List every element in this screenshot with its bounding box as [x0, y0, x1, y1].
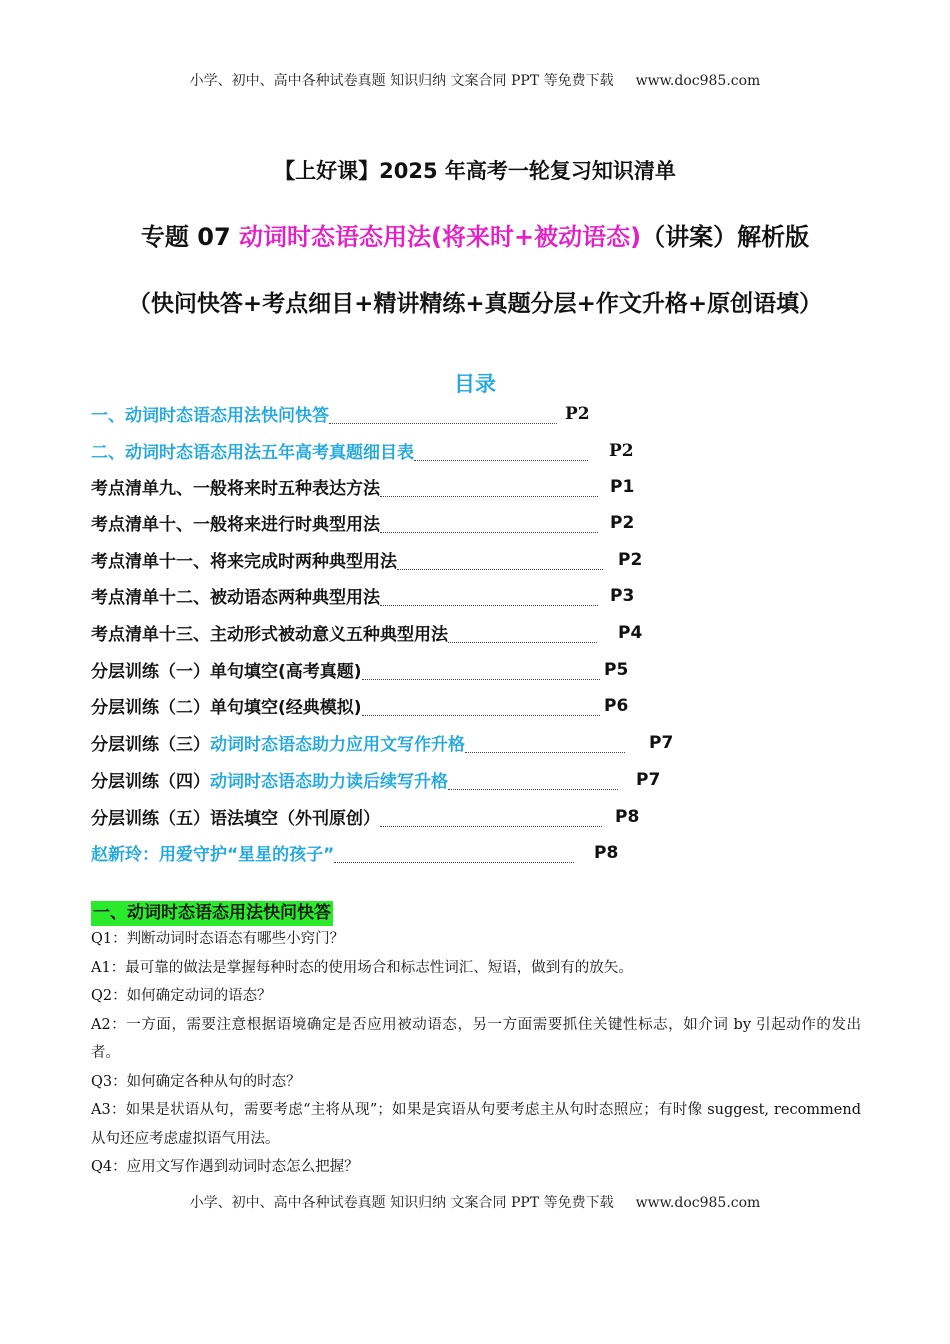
toc-item[interactable] — [91, 549, 643, 573]
page-footer — [0, 1192, 950, 1212]
title-topic-highlight: 动词时态语态用法(将来时+被动语态) — [239, 223, 642, 251]
toc-item[interactable] — [91, 732, 674, 756]
toc-item-page: P6 — [604, 696, 629, 716]
toc-item-page: P2 — [618, 550, 643, 570]
toc-item-page: P1 — [610, 477, 635, 497]
toc-item-label: 考点清单九、一般将来时五种表达方法 — [91, 479, 380, 499]
toc-item[interactable] — [91, 842, 619, 866]
toc-item[interactable] — [91, 806, 640, 830]
footer-text: 小学、初中、高中各种试卷真题 知识归纳 文案合同 PPT 等免费下载 — [189, 1195, 614, 1211]
toc-item[interactable] — [91, 622, 643, 646]
toc-item[interactable] — [91, 403, 590, 427]
toc-leader — [362, 679, 600, 680]
toc-item-label: 动词时态语态助力读后续写升格 — [210, 772, 448, 792]
toc-item-label: 考点清单十、一般将来进行时典型用法 — [91, 515, 380, 535]
toc-leader — [380, 605, 598, 606]
toc-item-label: 分层训练（一）单句填空(高考真题) — [91, 662, 362, 682]
toc-item-label: 动词时态语态助力应用文写作升格 — [210, 735, 465, 755]
header-url: www.doc985.com — [635, 73, 761, 89]
qa-line: A1：最可靠的做法是掌握每种时态的使用场合和标志性词汇、短语，做到有的放矢。 — [91, 959, 633, 976]
qa-line: A3：如果是状语从句，需要考虑“主将从现”；如果是宾语从句要考虑主从句时态照应；有时像 suggest, recommend 从句还应考虑虚拟语气用法。 — [91, 1102, 861, 1147]
toc-item-page: P7 — [636, 770, 661, 790]
toc-item-page: P3 — [610, 586, 635, 606]
title-topic-prefix: 专题 07 — [140, 223, 240, 251]
doc-title-line2 — [0, 217, 950, 252]
toc-item-label: 考点清单十三、主动形式被动意义五种典型用法 — [91, 625, 448, 645]
toc-title: 目录 — [454, 372, 496, 396]
qa-line: Q1：判断动词时态语态有哪些小窍门？ — [91, 931, 345, 947]
toc-leader — [448, 789, 618, 790]
toc-item-page: P8 — [615, 807, 640, 827]
toc-leader — [414, 460, 588, 461]
toc-leader — [329, 423, 557, 424]
toc-item-page: P7 — [649, 733, 674, 753]
toc-leader — [448, 642, 597, 643]
toc-item[interactable] — [91, 769, 661, 793]
toc-item[interactable] — [91, 512, 635, 536]
toc-item-label: 赵新玲：用爱守护“星星的孩子” — [91, 845, 335, 865]
toc-item[interactable] — [91, 476, 635, 500]
toc-item-label: 分层训练（二）单句填空(经典模拟) — [91, 698, 362, 718]
header-text: 小学、初中、高中各种试卷真题 知识归纳 文案合同 PPT 等免费下载 — [189, 73, 614, 89]
toc-leader — [380, 826, 602, 827]
qa-line: Q4：应用文写作遇到动词时态怎么把握？ — [91, 1159, 359, 1175]
toc-leader — [465, 752, 625, 753]
qa-block — [91, 925, 861, 1182]
toc-leader — [362, 715, 600, 716]
toc-item[interactable] — [91, 659, 629, 683]
toc-item-label: 考点清单十二、被动语态两种典型用法 — [91, 588, 380, 608]
doc-title-line1: 【上好课】2025 年高考一轮复习知识清单 — [274, 159, 676, 183]
toc-item-prefix: 分层训练（三） — [91, 735, 210, 755]
title-topic-suffix: （讲案）解析版 — [641, 223, 810, 251]
toc-leader — [397, 569, 603, 570]
page-header — [0, 70, 950, 90]
toc-item-page: P2 — [565, 404, 590, 424]
toc-item-prefix: 分层训练（四） — [91, 772, 210, 792]
toc-item-label: 一、动词时态语态用法快问快答 — [91, 406, 329, 426]
toc-leader — [380, 532, 598, 533]
toc-item-label: 考点清单十一、将来完成时两种典型用法 — [91, 552, 397, 572]
toc-leader — [380, 496, 598, 497]
qa-line: Q3：如何确定各种从句的时态？ — [91, 1073, 301, 1090]
toc-item-label: 分层训练（五）语法填空（外刊原创） — [91, 809, 380, 829]
toc-item-page: P2 — [610, 513, 635, 533]
toc-item[interactable] — [91, 695, 629, 719]
doc-title-line3: （快问快答+考点细目+精讲精练+真题分层+作文升格+原创语填） — [127, 291, 823, 317]
toc-item-page: P4 — [618, 623, 643, 643]
toc-item-label: 二、动词时态语态用法五年高考真题细目表 — [91, 443, 414, 463]
toc-item[interactable] — [91, 585, 635, 609]
toc-item-page: P8 — [594, 843, 619, 863]
toc-leader — [334, 862, 574, 863]
toc-item-page: P5 — [604, 660, 629, 680]
qa-line: A2：一方面，需要注意根据语境确定是否应用被动语态，另一方面需要抓住关键性标志，如介词 by 引起动作的发出者。 — [91, 1016, 861, 1061]
section-heading: 一、动词时态语态用法快问快答 — [91, 901, 333, 926]
footer-url: www.doc985.com — [635, 1195, 761, 1211]
toc-item-page: P2 — [609, 441, 634, 461]
qa-line: Q2：如何确定动词的语态？ — [91, 988, 272, 1004]
toc-item[interactable] — [91, 440, 634, 464]
